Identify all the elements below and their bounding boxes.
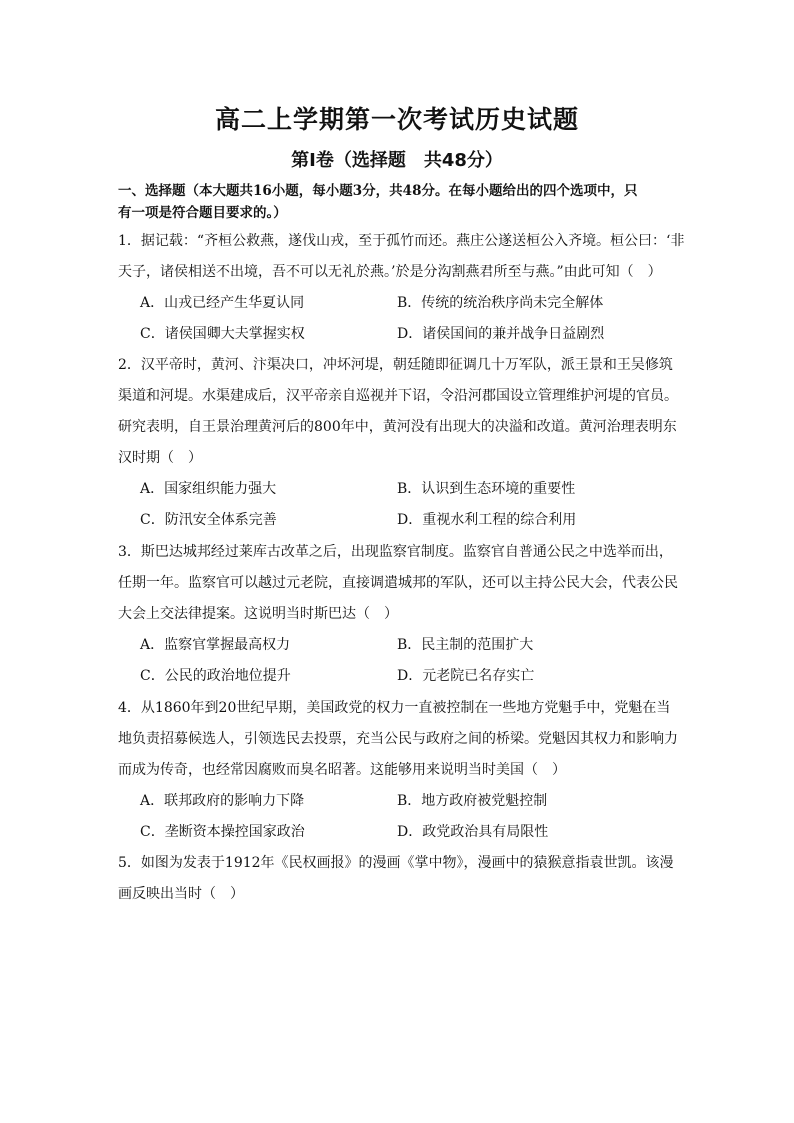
option-c: C．防汛安全体系完善	[140, 512, 277, 528]
question-text-line: 3．斯巴达城邦经过莱库古改革之后，出现监察官制度。监察官自普通公民之中选举而出，	[118, 544, 673, 560]
option-a: A．国家组织能力强大	[140, 481, 277, 497]
option-a: A．监察官掌握最高权力	[140, 637, 291, 653]
question-text-line: 天子，诸侯相送不出境，吾不可以无礼於燕。’於是分沟割燕君所至与燕。”由此可知（ ）	[118, 264, 662, 280]
question-text-line: 画反映出当时（ ）	[118, 886, 244, 902]
question-text-line: 地负责招募候选人，引领选民去投票，充当公民与政府之间的桥梁。党魁因其权力和影响力	[118, 731, 678, 747]
question-text-line: 1．据记载：“齐桓公救燕，遂伐山戎，至于孤竹而还。燕庄公遂送桓公入齐境。桓公曰：‘非	[118, 233, 685, 249]
question-text-line: 5．如图为发表于1912年《民权画报》的漫画《掌中物》，漫画中的猿猴意指袁世凯。该漫	[118, 855, 674, 871]
option-c: C．诸侯国卿大夫掌握实权	[140, 326, 305, 342]
option-b: B．认识到生态环境的重要性	[397, 481, 576, 497]
question-text-line: 4．从1860年到20世纪早期，美国政党的权力一直被控制在一些地方党魁手中，党魁在当	[118, 700, 671, 716]
option-d: D．诸侯国间的兼并战争日益剧烈	[397, 326, 605, 342]
question-text-line: 2．汉平帝时，黄河、汴渠决口，冲坏河堤，朝廷随即征调几十万军队，派王景和王吴修筑	[118, 357, 673, 373]
question-text-line: 而成为传奇，也经常因腐败而臭名昭著。这能够用来说明当时美国（ ）	[118, 762, 566, 778]
instructions-line: 有一项是符合题目要求的。）	[118, 205, 287, 221]
option-c: C．公民的政治地位提升	[140, 668, 291, 684]
section-subtitle: 第Ⅰ卷（选择题 共48分）	[291, 150, 503, 171]
section-instructions	[118, 180, 678, 224]
question-text-line: 汉时期（ ）	[118, 450, 202, 466]
instructions-line: 一、选择题（本大题共16小题，每小题3分，共48分。在每小题给出的四个选项中，只	[118, 183, 638, 199]
option-c: C．垄断资本操控国家政治	[140, 824, 305, 840]
question-text-line: 任期一年。监察官可以越过元老院，直接调遣城邦的军队，还可以主持公民大会，代表公民	[118, 575, 678, 591]
option-d: D．元老院已名存实亡	[397, 668, 535, 684]
option-b: B．民主制的范围扩大	[397, 637, 534, 653]
option-d: D．政党政治具有局限性	[397, 824, 549, 840]
question-text-line: 研究表明，自王景治理黄河后的800年中，黄河没有出现大的决溢和改道。黄河治理表明东	[118, 419, 677, 435]
option-a: A．联邦政府的影响力下降	[140, 793, 305, 809]
question-text-line: 大会上交法律提案。这说明当时斯巴达（ ）	[118, 606, 398, 622]
option-b: B．传统的统治秩序尚未完全解体	[397, 295, 604, 311]
question-text-line: 渠道和河堤。水渠建成后，汉平帝亲自巡视并下诏，令沿河郡国设立管理维护河堤的官员。	[118, 388, 678, 404]
option-b: B．地方政府被党魁控制	[397, 793, 548, 809]
option-d: D．重视水利工程的综合利用	[397, 512, 577, 528]
option-a: A．山戎已经产生华夏认同	[140, 295, 305, 311]
page-title: 高二上学期第一次考试历史试题	[214, 105, 579, 134]
